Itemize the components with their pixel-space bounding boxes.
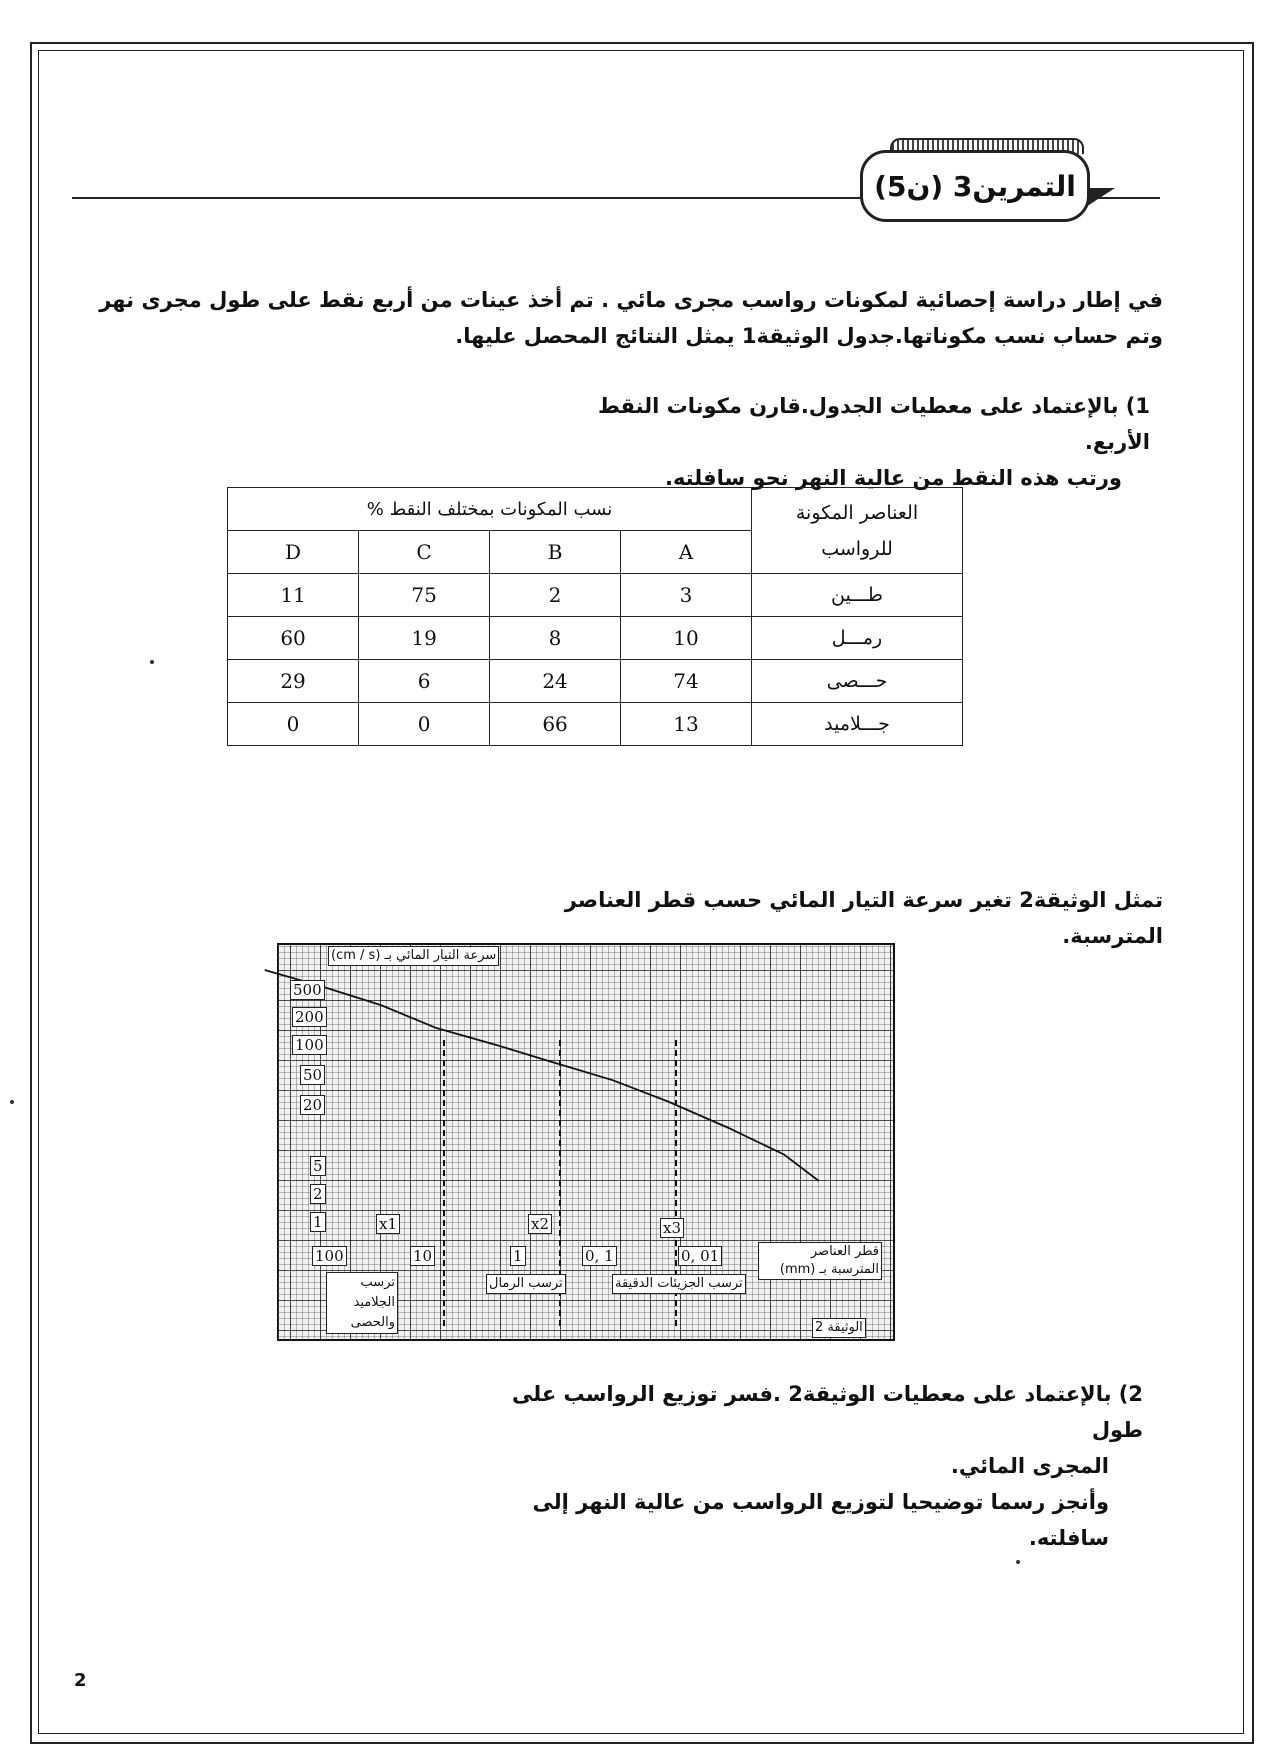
question-1 (530, 388, 1150, 496)
question-2-line-2: المجرى المائي. (950, 1454, 1109, 1478)
table-row (228, 574, 963, 617)
y-tick-label: 200 (292, 1007, 327, 1027)
question-2-line-3: وأنجز رسما توضيحيا لتوزيع الرواسب من عالية النهر إلى سافلته. (532, 1490, 1109, 1550)
table-cell: 11 (228, 574, 359, 617)
row-label: جـــلاميد (752, 703, 963, 746)
scan-speck (1016, 1560, 1020, 1564)
x-tick-label: 0, 01 (678, 1246, 722, 1266)
question-2-line-1: 2) بالإعتماد على معطيات الوثيقة2 .فسر توزيع الرواسب على طول (512, 1382, 1143, 1442)
table-cell: 24 (490, 660, 621, 703)
table-cell: 6 (359, 660, 490, 703)
x-marker-label: x3 (660, 1218, 684, 1238)
document-2-chart (260, 940, 906, 1346)
column-header: B (490, 531, 621, 574)
column-header: A (621, 531, 752, 574)
y-tick-label: 1 (310, 1212, 326, 1232)
y-tick-label: 2 (310, 1184, 326, 1204)
table-cell: 74 (621, 660, 752, 703)
row-label: حـــصى (752, 660, 963, 703)
y-tick-label: 5 (310, 1156, 326, 1176)
question-1-line-1: 1) بالإعتماد على معطيات الجدول.قارن مكونات النقط الأربع. (598, 394, 1150, 454)
table-cell: 2 (490, 574, 621, 617)
column-header: D (228, 531, 359, 574)
table-cell: 19 (359, 617, 490, 660)
question-1-line-2: ورتب هذه النقط من عالية النهر نحو سافلته. (664, 466, 1122, 490)
table-cell: 66 (490, 703, 621, 746)
corner-line-2: للرواسب (821, 537, 893, 560)
row-label: رمـــل (752, 617, 963, 660)
table-cell: 10 (621, 617, 752, 660)
x-marker-label: x2 (528, 1214, 552, 1234)
y-axis-label: سرعة التيار المائي بـ (cm / s) (328, 946, 499, 966)
document-2-caption: تمثل الوثيقة2 تغير سرعة التيار المائي حسب قطر العناصر المترسبة. (564, 888, 1163, 948)
scan-speck (10, 1100, 14, 1104)
table-group-header: نسب المكونات بمختلف النقط % (228, 488, 752, 531)
table-cell: 75 (359, 574, 490, 617)
table-cell: 13 (621, 703, 752, 746)
corner-line-1: العناصر المكونة (795, 501, 919, 524)
y-tick-label: 100 (292, 1035, 327, 1055)
table-cell: 8 (490, 617, 621, 660)
y-tick-label: 50 (300, 1065, 325, 1085)
x-marker-label: x1 (376, 1214, 400, 1234)
zone-label: ترسب الجلاميد والحصى (326, 1272, 398, 1334)
document-1-table (227, 487, 963, 746)
exercise-title (860, 150, 1090, 222)
y-tick-label: 20 (300, 1095, 325, 1115)
y-tick-label: 500 (290, 980, 325, 1000)
table-cell: 0 (228, 703, 359, 746)
column-header: C (359, 531, 490, 574)
table-cell: 60 (228, 617, 359, 660)
table-row (228, 703, 963, 746)
x-tick-label: 0, 1 (582, 1246, 617, 1266)
table-cell: 3 (621, 574, 752, 617)
question-2 (463, 1376, 1143, 1556)
x-axis-label: قطر العناصر المترسبة بـ (mm) (758, 1242, 882, 1280)
table-row (228, 617, 963, 660)
intro-paragraph: في إطار دراسة إحصائية لمكونات رواسب مجرى مائي . تم أخذ عينات من أربع نقط على طول مجرى نهر وتم حساب نسب مكوناتها.جدول الوثيقة1 يمثل النتائج المحصل عليها. (99, 288, 1163, 348)
table-header-row (228, 488, 963, 531)
table-row (228, 660, 963, 703)
table-cell: 0 (359, 703, 490, 746)
scan-speck (150, 660, 154, 664)
exercise-title-text: التمرين3 (ن5) (874, 169, 1076, 203)
zone-label: ترسب الرمال (486, 1274, 566, 1294)
row-label: طـــين (752, 574, 963, 617)
table-cell: 29 (228, 660, 359, 703)
x-tick-label: 10 (410, 1246, 435, 1266)
page-number: 2 (74, 1670, 87, 1691)
x-tick-label: 100 (312, 1246, 347, 1266)
table-corner-cell (752, 488, 963, 574)
x-tick-label: 1 (510, 1246, 526, 1266)
document-2-label: الوثيقة 2 (812, 1318, 866, 1338)
zone-label: ترسب الجزيئات الدقيقة (612, 1274, 746, 1294)
